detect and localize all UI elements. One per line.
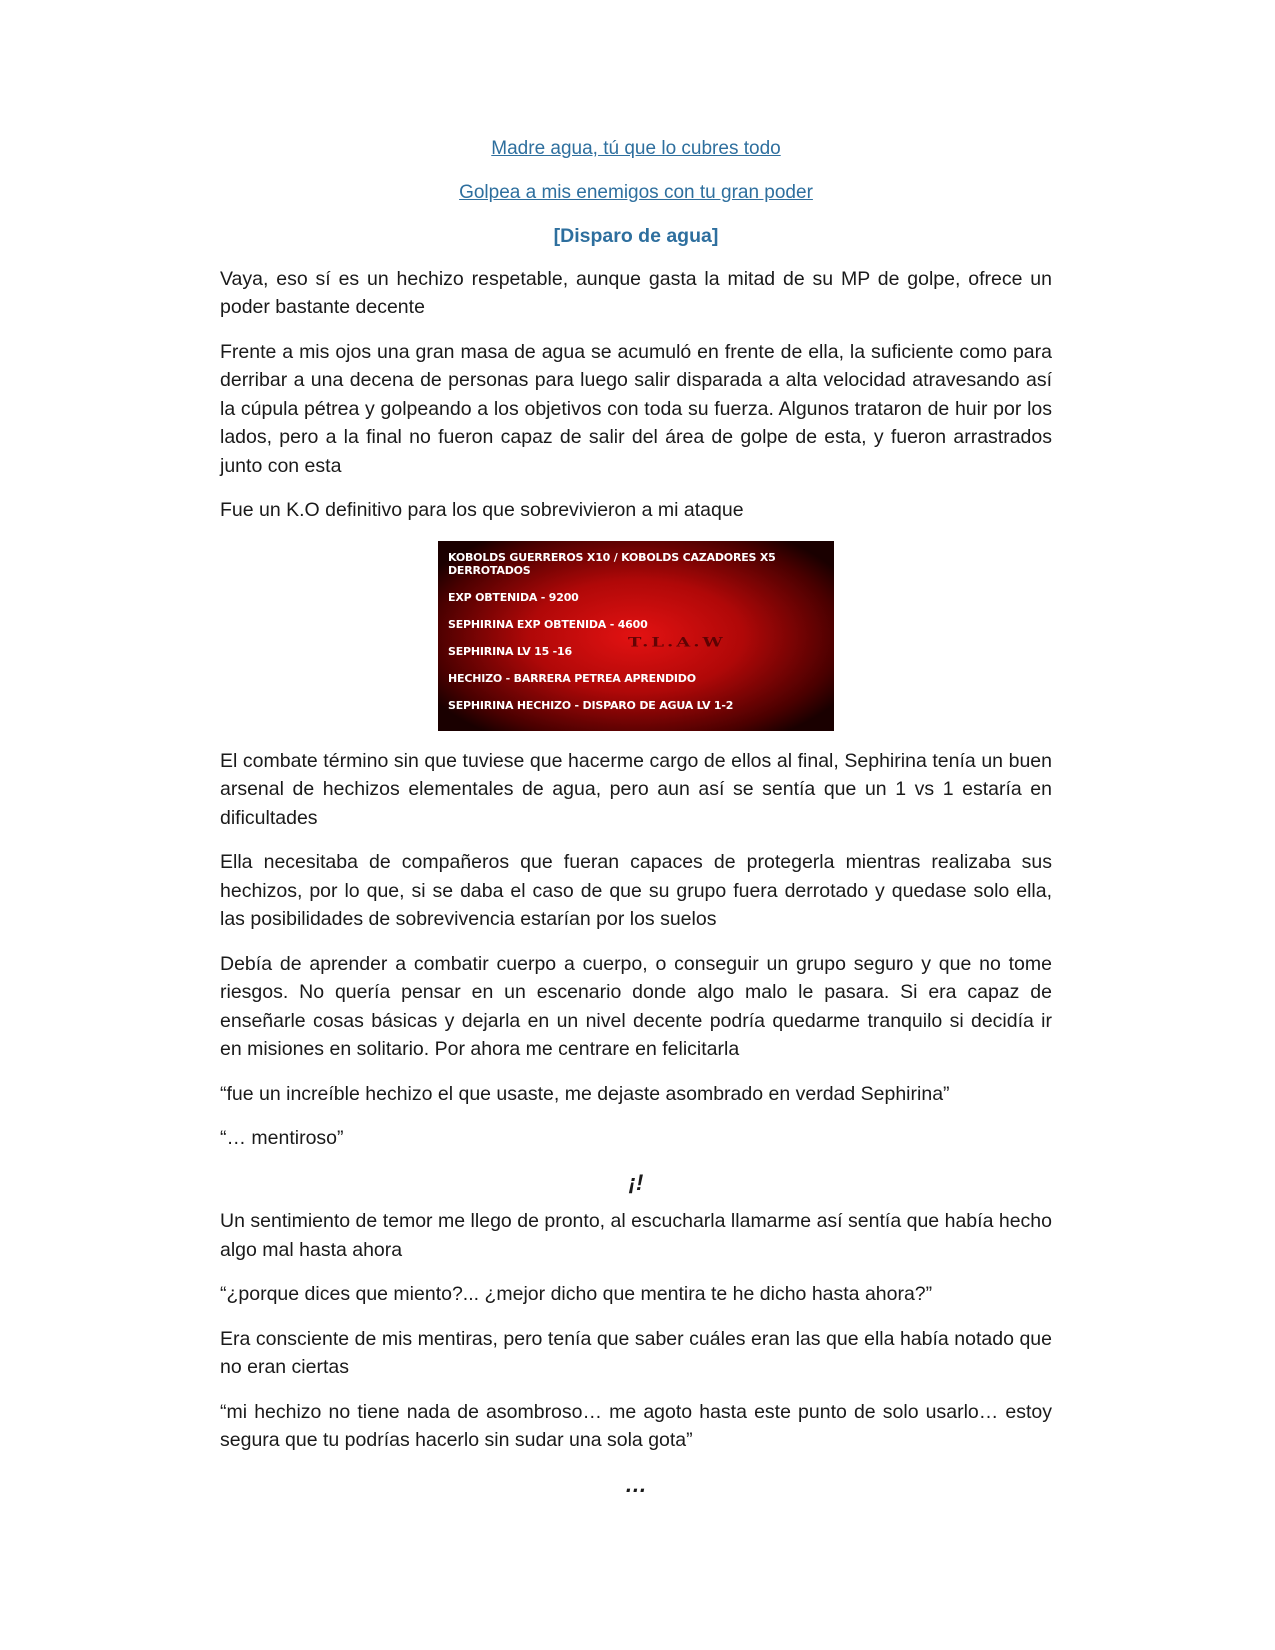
dialogue-line: “… mentiroso” (220, 1127, 344, 1149)
closing-ellipsis: … (625, 1471, 647, 1497)
watermark-logo: T.L.A.W (628, 634, 726, 650)
status-line-defeated: KOBOLDS GUERREROS X10 / KOBOLDS CAZADORES X5 DERROTADOS (448, 550, 776, 577)
status-line-sephirina-exp: SEPHIRINA EXP OBTENIDA - 4600 (448, 617, 648, 631)
page-content (220, 135, 1052, 1499)
paragraph: Ella necesitaba de compañeros que fueran capaces de protegerla mientras realizaba sus hechizos, por lo que, si se daba el caso de que su grupo fuera derrotado y quedase solo ella, las posibilidades de sobrevivencia estarían por los suelos (220, 851, 1052, 930)
dialogue-line: “mi hechizo no tiene nada de asombroso… me agoto hasta este punto de solo usarlo… estoy segura que tu podrías hacerlo sin sudar una sola gota” (220, 1400, 1052, 1451)
invocation-line-2: Golpea a mis enemigos con tu gran poder (459, 181, 813, 203)
status-panel (438, 541, 834, 731)
status-panel-wrapper (220, 541, 1052, 731)
paragraph: Era consciente de mis mentiras, pero tenía que saber cuáles eran las que ella había notado que no eran ciertas (220, 1327, 1052, 1378)
exclamation: ¡! (628, 1169, 644, 1195)
status-line-spell-learned: HECHIZO - BARRERA PETREA APRENDIDO (448, 671, 696, 685)
spell-name: [Disparo de agua] (553, 225, 719, 247)
paragraph: Debía de aprender a combatir cuerpo a cuerpo, o conseguir un grupo seguro y que no tome riesgos. No quería pensar en un escenario donde algo malo le pasara. Si era capaz de enseñarle cosas básicas y dejarla en un nivel decente podría quedarme tranquilo si decidía ir en misiones en solitario. Por ahora me centrare en felicitarla (220, 952, 1052, 1060)
invocation-line-1: Madre agua, tú que lo cubres todo (491, 138, 781, 159)
status-line-spell-level: SEPHIRINA HECHIZO - DISPARO DE AGUA LV 1-2 (448, 698, 734, 712)
status-line-exp: EXP OBTENIDA - 9200 (448, 590, 579, 604)
dialogue-line: “fue un increíble hechizo el que usaste, me dejaste asombrado en verdad Sephirina” (220, 1082, 950, 1105)
paragraph: Un sentimiento de temor me llego de pronto, al escucharla llamarme así sentía que había hecho algo mal hasta ahora (220, 1210, 1052, 1261)
paragraph: Frente a mis ojos una gran masa de agua se acumuló en frente de ella, la suficiente como para derribar a una decena de personas para luego salir disparada a alta velocidad atravesando así la cúpula pétrea y golpeando a los objetivos con toda su fuerza. Algunos trataron de huir por los lados, pero a la final no fueron capaz de salir del área de golpe de esta, y fueron arrastrados junto con esta (220, 340, 1052, 477)
paragraph: Fue un K.O definitivo para los que sobrevivieron a mi ataque (220, 499, 744, 521)
paragraph: El combate término sin que tuviese que hacerme cargo de ellos al final, Sephirina tenía un buen arsenal de hechizos elementales de agua, pero aun así se sentía que un 1 vs 1 estaría en dificultades (220, 749, 1052, 829)
status-line-sephirina-level: SEPHIRINA LV 15 -16 (448, 644, 572, 658)
dialogue-line: “¿porque dices que miento?... ¿mejor dicho que mentira te he dicho hasta ahora?” (220, 1283, 933, 1305)
paragraph: Vaya, eso sí es un hechizo respetable, aunque gasta la mitad de su MP de golpe, ofrece un poder bastante decente (220, 267, 1052, 318)
